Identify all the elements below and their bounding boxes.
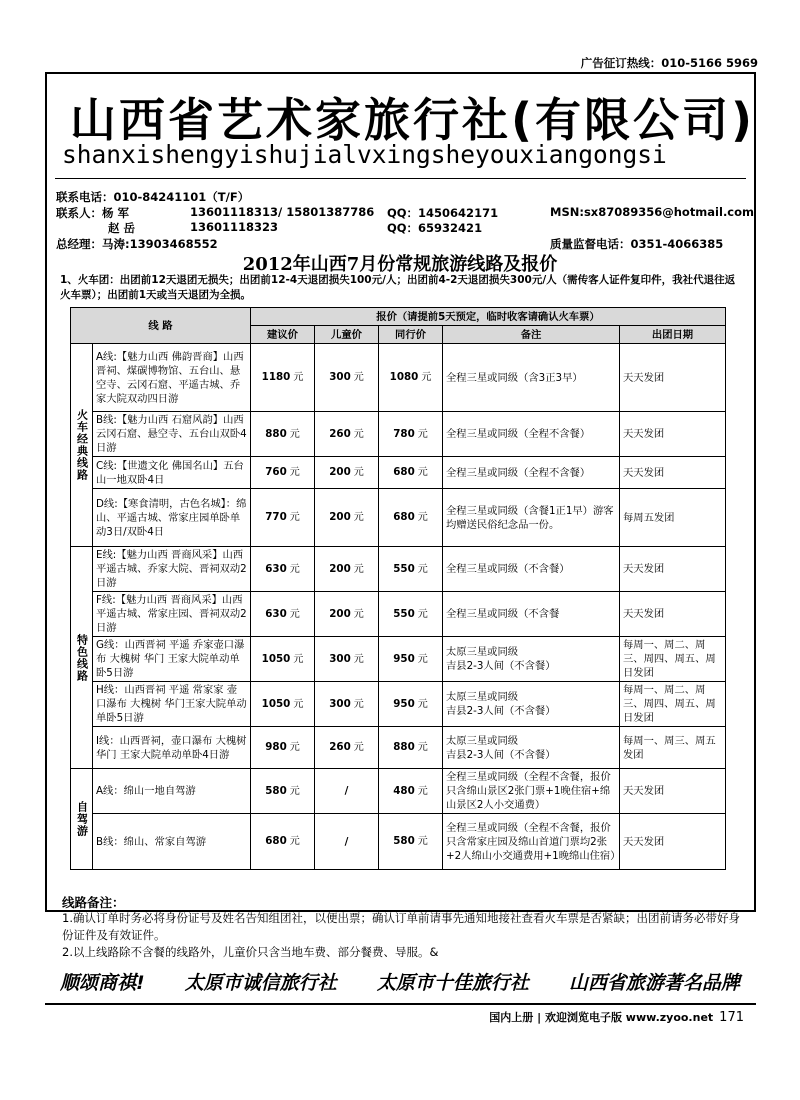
price-build (251, 814, 315, 870)
route-desc: H线：山西晋祠 平遥 常家家 壶口瀑布 大槐树 华门王家大院单动单卧5日游 (93, 682, 251, 727)
price-unit: 元 (293, 372, 304, 383)
price-build (251, 727, 315, 769)
price-value: 550 (393, 562, 415, 575)
note-1: 1.确认订单时务必将身份证号及姓名告知组团社，以便出票；确认订单前请事先通知地接社查看火车票是否紧缺；出团前请务必带好身份证件及有效证件。 (62, 911, 740, 942)
price-build (251, 489, 315, 547)
table-row (71, 489, 726, 547)
remark: 全程三星或同级（含3正3早） (443, 344, 620, 412)
price-value: 760 (265, 466, 287, 478)
table-row (71, 344, 726, 412)
remark: 全程三星或同级（全程不含餐，报价只含绵山景区2张门票+1晚住宿+绵山景区2人小交通费） (443, 769, 620, 814)
route-desc: D线:【寒食清明，古色名城】：绵山、平遥古城、常家庄园单卧单动3日/双卧4日 (93, 489, 251, 547)
price-peer (379, 637, 443, 682)
remark: 全程三星或同级（不含餐） (443, 547, 620, 592)
header-date: 出团日期 (620, 326, 726, 344)
route-category: 火车经典线路 (71, 344, 93, 547)
price-unit: 元 (293, 698, 304, 710)
slogan: 山西省旅游著名品牌 (568, 972, 740, 994)
route-category: 特色线路 (71, 547, 93, 769)
price-unit: 元 (289, 742, 300, 753)
depart-date: 每周一、周二、周三、周四、周五、周日发团 (620, 637, 726, 682)
table-row (71, 457, 726, 489)
price-child (315, 682, 379, 727)
table-row (71, 547, 726, 592)
slogan: 顺颂商祺! (60, 972, 145, 994)
price-value: 260 (329, 427, 351, 440)
note-2: 2.以上线路除不含餐的线路外，儿童价只含当地车费、部分餐费、导服。& (62, 945, 439, 959)
remark: 太原三星或同级 吉县2-3人间（不含餐） (443, 727, 620, 769)
price-value: 950 (393, 652, 415, 665)
price-child (315, 344, 379, 412)
price-unit: 元 (353, 512, 364, 523)
price-build (251, 682, 315, 727)
price-child (315, 489, 379, 547)
price-value: 200 (329, 511, 351, 523)
price-value: 780 (393, 427, 415, 440)
slogan: 太原市十佳旅行社 (376, 972, 529, 994)
contact-person-1: 联系人：杨 军 (56, 206, 130, 220)
table-row (71, 682, 726, 727)
price-value: 680 (393, 466, 415, 478)
price-peer (379, 769, 443, 814)
route-desc: A线：绵山一地自驾游 (93, 769, 251, 814)
price-build (251, 592, 315, 637)
price-value: 980 (265, 741, 287, 753)
table-row (71, 814, 726, 870)
price-value: 1050 (261, 652, 291, 665)
table-row (71, 592, 726, 637)
remark: 太原三星或同级 吉县2-3人间（不含餐） (443, 682, 620, 727)
depart-date: 每周一、周二、周三、周四、周五、周日发团 (620, 682, 726, 727)
price-value: 300 (329, 652, 351, 665)
footer-text: 国内上册 | 欢迎浏览电子版 www.zyoo.net (489, 1011, 714, 1024)
price-unit: 元 (353, 563, 364, 575)
depart-date: 天天发团 (620, 344, 726, 412)
price-child (315, 769, 379, 814)
price-build (251, 412, 315, 457)
depart-date: 天天发团 (620, 547, 726, 592)
contact-manager: 总经理：马涛:13903468552 (56, 237, 218, 251)
refund-notice: 1、火车团：出团前12天退团无损失；出团前12-4天退团损失100元/人；出团前4-2天退团损失300元/人（需传客人证件复印件，我社代退往返火车票）；出团前1天或当天退团为全损。 (60, 274, 736, 301)
contact-msn: MSN:sx87089356@hotmail.com (550, 205, 755, 219)
price-unit: 元 (417, 698, 428, 710)
route-category: 自驾游 (71, 769, 93, 870)
price-unit: 元 (289, 512, 300, 523)
price-unit: 元 (417, 608, 428, 620)
price-unit: 元 (353, 742, 364, 753)
route-desc: E线:【魅力山西 晋商风采】山西平遥古城、乔家大院、晋祠双动2日游 (93, 547, 251, 592)
price-value: 630 (265, 562, 287, 575)
price-peer (379, 592, 443, 637)
price-value: / (344, 835, 349, 848)
price-peer (379, 727, 443, 769)
price-unit: 元 (417, 467, 428, 478)
ad-hotline: 广告征订热线：010-5166 5969 (580, 56, 758, 70)
contact-person-2-phone: 13601118323 (190, 220, 279, 234)
price-value: 680 (393, 511, 415, 523)
remark: 太原三星或同级 吉县2-3人间（不含餐） (443, 637, 620, 682)
routes-table (70, 307, 726, 870)
price-unit: 元 (353, 372, 364, 383)
contact-quality: 质量监督电话：0351-4066385 (550, 237, 724, 251)
page-title: 2012年山西7月份常规旅游线路及报价 (242, 254, 558, 275)
price-value: 770 (265, 511, 287, 523)
route-desc: I线：山西晋祠，壶口瀑布 大槐树 华门 王家大院单动单卧4日游 (93, 727, 251, 769)
price-peer (379, 682, 443, 727)
price-unit: 元 (353, 608, 364, 620)
price-value: 580 (265, 784, 287, 797)
table-row (71, 412, 726, 457)
price-value: 680 (265, 835, 287, 847)
price-value: 630 (265, 607, 287, 620)
price-build (251, 769, 315, 814)
price-peer (379, 344, 443, 412)
route-desc: C线:【世遗文化 佛国名山】五台山一地双卧4日 (93, 457, 251, 489)
price-unit: 元 (353, 467, 364, 478)
price-unit: 元 (417, 653, 428, 665)
price-unit: 元 (353, 428, 364, 440)
price-value: 300 (329, 371, 351, 383)
price-build (251, 457, 315, 489)
price-value: 200 (329, 607, 351, 620)
route-desc: A线:【魅力山西 佛韵晋商】山西晋祠、煤碳博物馆、五台山、悬空寺、云冈石窟、平遥古城、乔家大院双动四日游 (93, 344, 251, 412)
price-value: 550 (393, 607, 415, 620)
price-unit: 元 (417, 742, 428, 753)
route-desc: B线：绵山、常家自驾游 (93, 814, 251, 870)
price-value: 200 (329, 562, 351, 575)
price-child (315, 814, 379, 870)
price-unit: 元 (289, 467, 300, 478)
price-unit: 元 (417, 563, 428, 575)
price-value: 200 (329, 466, 351, 478)
remark: 全程三星或同级（全程不含餐） (443, 457, 620, 489)
price-unit: 元 (293, 653, 304, 665)
depart-date: 天天发团 (620, 592, 726, 637)
price-unit: 元 (289, 428, 300, 440)
price-unit: 元 (353, 653, 364, 665)
header-peer-price: 同行价 (379, 326, 443, 344)
remark: 全程三星或同级（不含餐 (443, 592, 620, 637)
depart-date: 天天发团 (620, 457, 726, 489)
price-unit: 元 (289, 563, 300, 575)
price-unit: 元 (353, 698, 364, 710)
price-child (315, 592, 379, 637)
header-child-price: 儿童价 (315, 326, 379, 344)
price-unit: 元 (417, 512, 428, 523)
price-unit: 元 (289, 785, 300, 797)
depart-date: 天天发团 (620, 769, 726, 814)
table-row (71, 727, 726, 769)
slogan: 太原市诚信旅行社 (184, 972, 337, 994)
table-row (71, 637, 726, 682)
header-remark: 备注 (443, 326, 620, 344)
contact-qq-1: QQ：1450642171 (387, 206, 499, 220)
remark: 全程三星或同级（全程不含餐，报价只含常家庄园及绵山首道门票均2张+2人绵山小交通费用+1晚绵山住宿） (443, 814, 620, 870)
price-child (315, 547, 379, 592)
price-value: 300 (329, 697, 351, 710)
remark: 全程三星或同级（全程不含餐） (443, 412, 620, 457)
price-peer (379, 547, 443, 592)
price-value: 880 (393, 741, 415, 753)
header-divider (55, 178, 746, 179)
price-peer (379, 412, 443, 457)
price-unit: 元 (289, 836, 300, 847)
price-unit: 元 (417, 836, 428, 847)
header-price: 报价（请提前5天预定，临时收客请确认火车票） (251, 308, 726, 326)
price-child (315, 637, 379, 682)
contact-phone: 联系电话：010-84241101（T/F） (56, 190, 250, 204)
route-desc: F线:【魅力山西 晋商风采】山西平遥古城、常家庄园、晋祠双动2日游 (93, 592, 251, 637)
price-value: / (344, 785, 349, 797)
price-unit: 元 (421, 372, 432, 383)
price-value: 880 (265, 427, 287, 440)
depart-date: 每周五发团 (620, 489, 726, 547)
remark: 全程三星或同级（含餐1正1早）游客均赠送民俗纪念品一份。 (443, 489, 620, 547)
price-value: 580 (393, 835, 415, 847)
route-desc: G线：山西晋祠 平遥 乔家壶口瀑布 大槐树 华门 王家大院单动单卧5日游 (93, 637, 251, 682)
depart-date: 每周一、周三、周五发团 (620, 727, 726, 769)
price-value: 1180 (261, 371, 291, 383)
contact-qq-2: QQ：65932421 (387, 221, 483, 235)
price-unit: 元 (417, 428, 428, 440)
depart-date: 天天发团 (620, 412, 726, 457)
price-peer (379, 489, 443, 547)
price-value: 1050 (261, 697, 291, 710)
price-build (251, 547, 315, 592)
price-build (251, 344, 315, 412)
route-desc: B线:【魅力山西 石窟风韵】山西云冈石窟、悬空寺、五台山双卧4日游 (93, 412, 251, 457)
notes-title: 线路备注： (62, 895, 125, 910)
footer (489, 1009, 744, 1025)
price-child (315, 727, 379, 769)
price-build (251, 637, 315, 682)
depart-date: 天天发团 (620, 814, 726, 870)
company-pinyin: shanxishengyishujialvxingsheyouxiangongsi (62, 140, 667, 169)
header-build-price: 建议价 (251, 326, 315, 344)
price-peer (379, 457, 443, 489)
slogan-bar (60, 968, 740, 995)
table-row (71, 769, 726, 814)
price-value: 1080 (389, 371, 419, 383)
contact-person-1-phone: 13601118313/ 15801387786 (190, 205, 375, 219)
price-unit: 元 (417, 785, 428, 797)
price-value: 480 (393, 784, 415, 797)
company-name: 山西省艺术家旅行社(有限公司) (70, 93, 756, 147)
page-number: 171 (719, 1010, 744, 1025)
header-route: 线 路 (71, 308, 251, 344)
price-child (315, 457, 379, 489)
contact-person-2: 赵 岳 (108, 221, 136, 235)
price-value: 950 (393, 697, 415, 710)
price-child (315, 412, 379, 457)
price-value: 260 (329, 741, 351, 753)
price-peer (379, 814, 443, 870)
footer-divider (45, 1003, 756, 1005)
price-unit: 元 (289, 608, 300, 620)
